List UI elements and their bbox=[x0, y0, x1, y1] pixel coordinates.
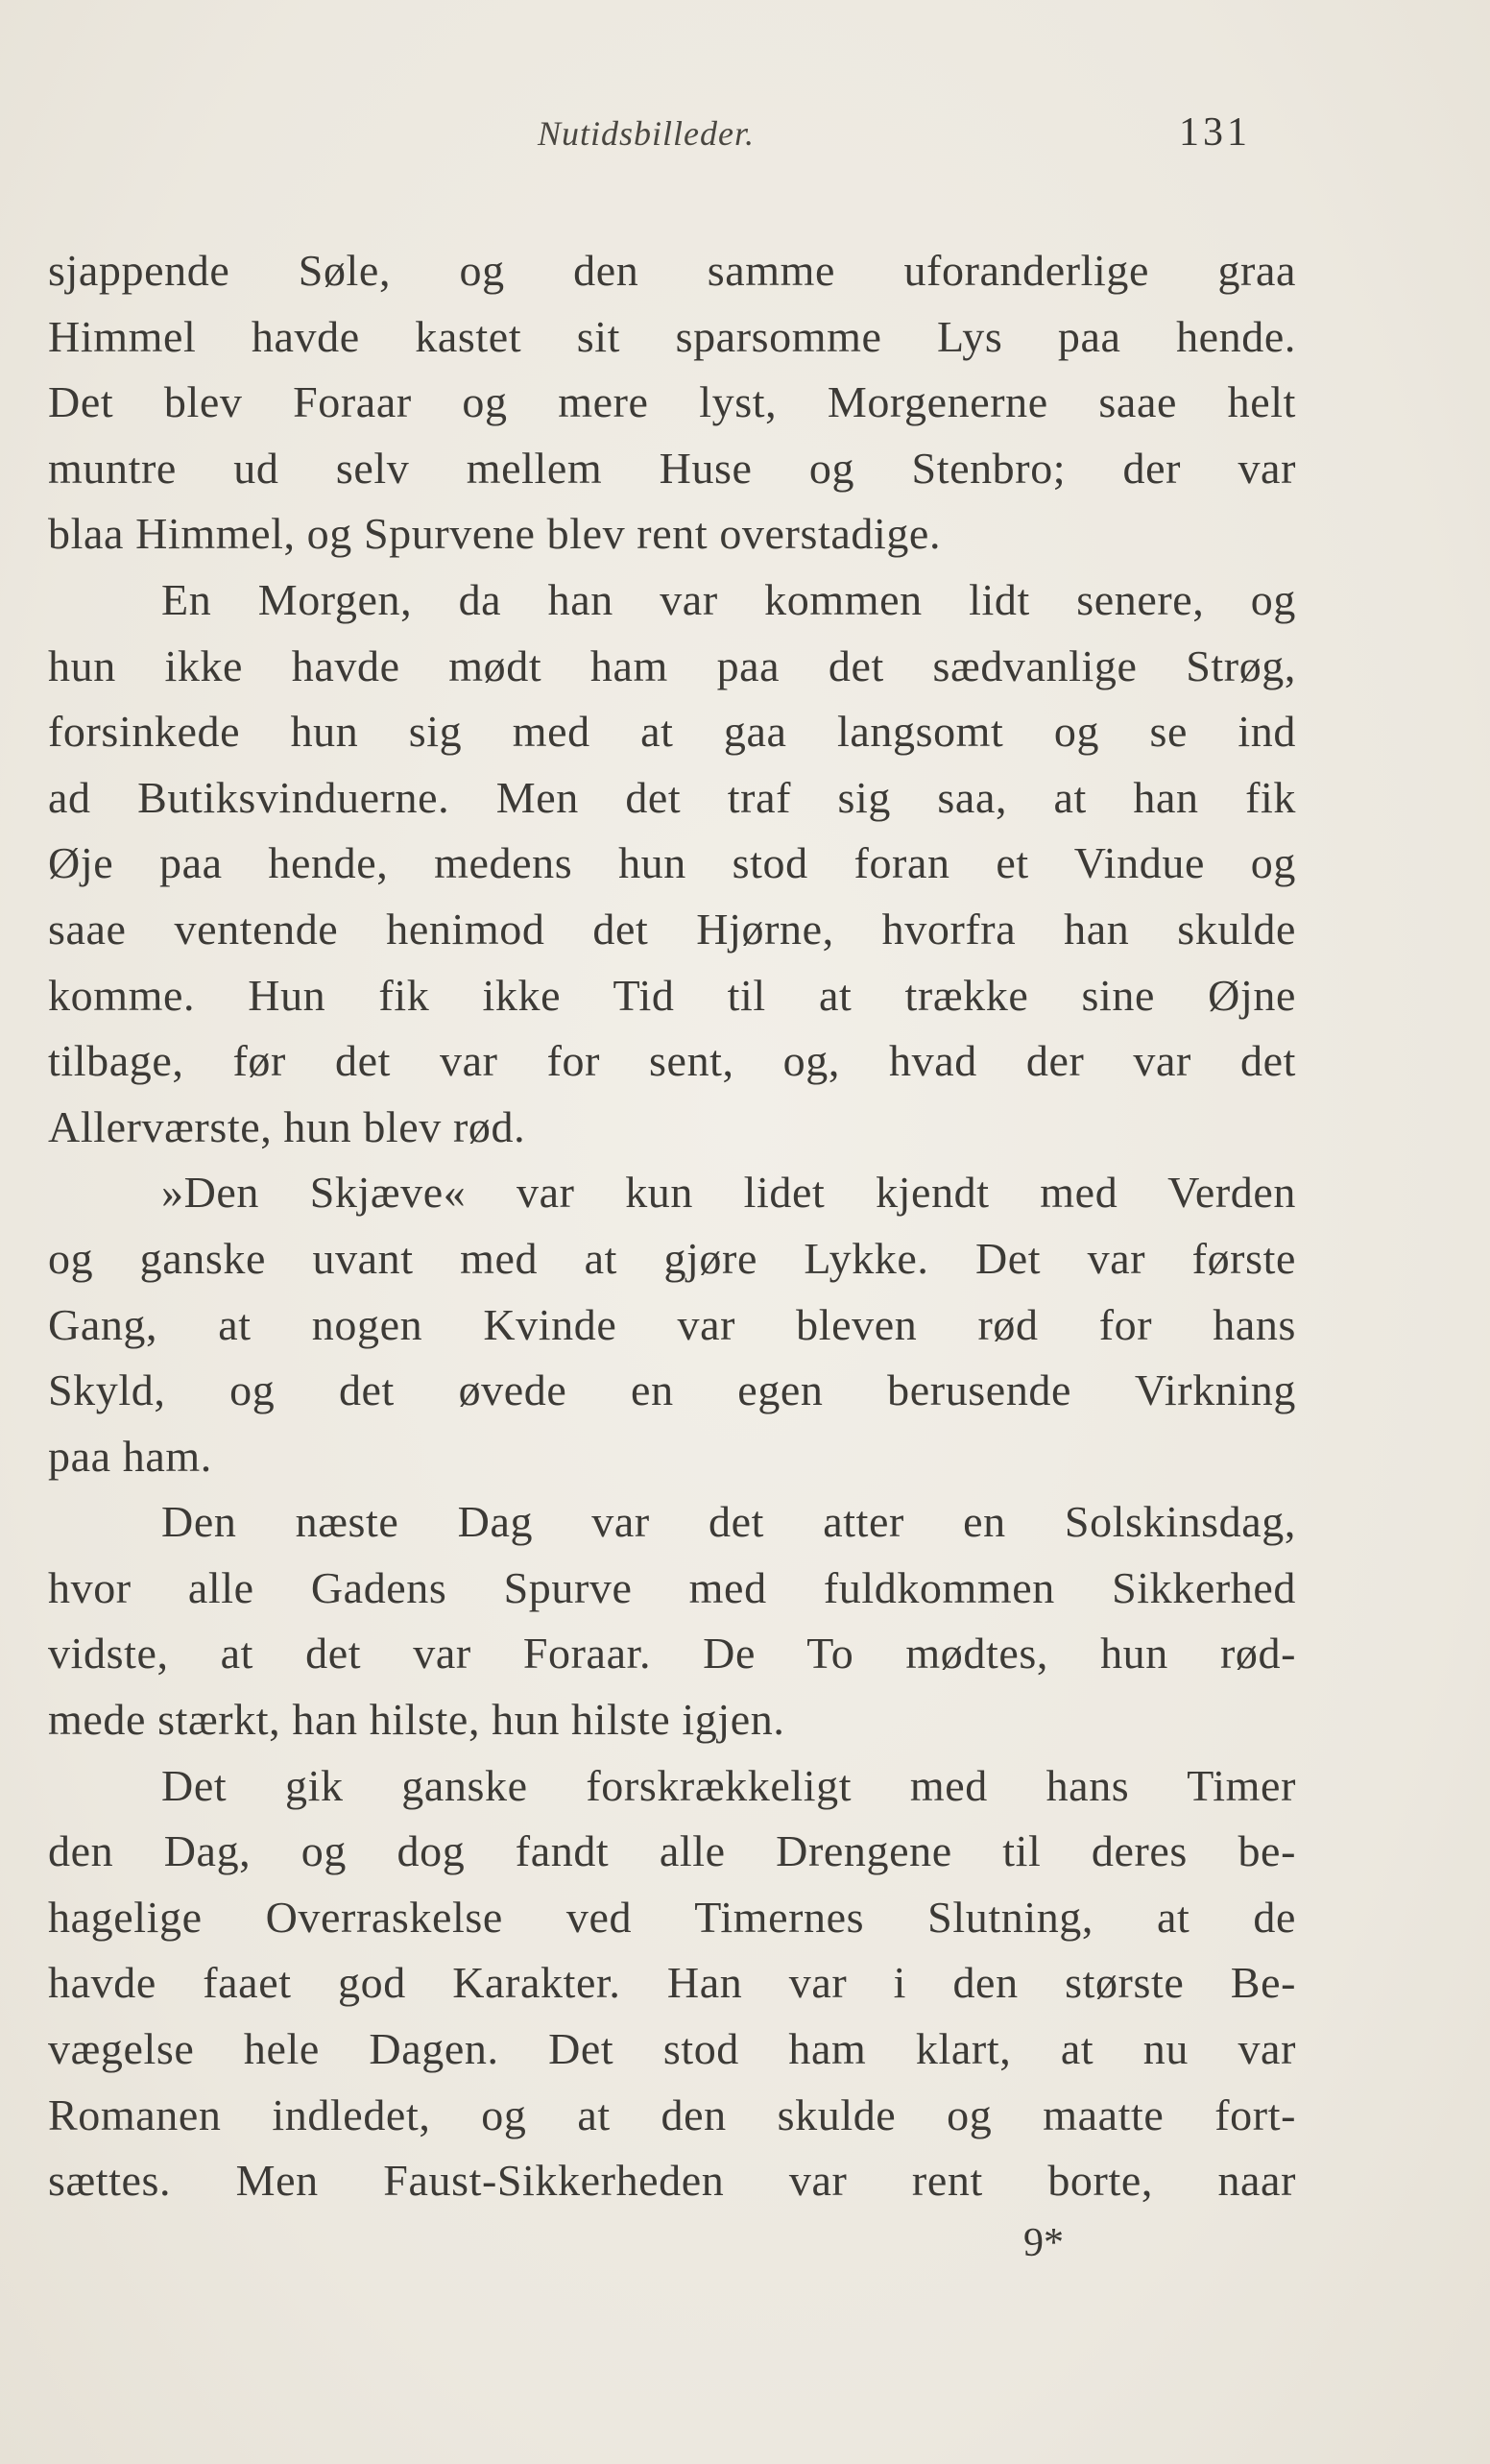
text-line: saae ventende henimod det Hjørne, hvorfra han skulde bbox=[48, 904, 1296, 954]
text-line: havde faaet god Karakter. Han var i den største Be- bbox=[48, 1958, 1296, 2008]
text-line: Romanen indledet, og at den skulde og maatte fort- bbox=[48, 2090, 1296, 2139]
text-line: Det blev Foraar og mere lyst, Morgenerne saae helt bbox=[48, 377, 1296, 427]
text-line: blaa Himmel, og Spurvene blev rent overstadige. bbox=[48, 509, 942, 559]
text-line: »Den Skjæve« var kun lidet kjendt med Verden bbox=[161, 1168, 1296, 1218]
text-line: Øje paa hende, medens hun stod foran et Vindue og bbox=[48, 838, 1296, 888]
text-line: Himmel havde kastet sit sparsomme Lys paa hende. bbox=[48, 311, 1296, 361]
text-line: hvor alle Gadens Spurve med fuldkommen Sikkerhed bbox=[48, 1562, 1296, 1612]
text-line: muntre ud selv mellem Huse og Stenbro; der var bbox=[48, 443, 1296, 493]
text-line: vidste, at det var Foraar. De To mødtes, hun rød- bbox=[48, 1629, 1296, 1679]
text-line: den Dag, og dog fandt alle Drengene til deres be- bbox=[48, 1826, 1296, 1876]
text-line: Den næste Dag var det atter en Solskinsdag, bbox=[161, 1497, 1296, 1547]
text-line: Gang, at nogen Kvinde var bleven rød for hans bbox=[48, 1299, 1296, 1349]
body-text bbox=[48, 238, 1296, 2214]
page-number: 131 bbox=[1179, 110, 1251, 155]
text-line: mede stærkt, han hilste, hun hilste igjen. bbox=[48, 1695, 785, 1745]
text-line: Allerværste, hun blev rød. bbox=[48, 1101, 526, 1151]
text-line: tilbage, før det var for sent, og, hvad der var det bbox=[48, 1036, 1296, 1086]
running-title: Nutidsbilleder. bbox=[538, 114, 756, 153]
text-line: En Morgen, da han var kommen lidt senere, og bbox=[161, 574, 1296, 624]
text-line: ad Butiksvinduerne. Men det traf sig saa, at han fik bbox=[48, 772, 1296, 822]
text-line: Skyld, og det øvede en egen berusende Virkning bbox=[48, 1365, 1296, 1415]
signature-mark: 9* bbox=[1023, 2221, 1064, 2265]
text-line: sjappende Søle, og den samme uforanderlige graa bbox=[48, 246, 1296, 295]
text-line: Det gik ganske forskrækkeligt med hans Timer bbox=[161, 1760, 1296, 1810]
text-line: hun ikke havde mødt ham paa det sædvanlige Strøg, bbox=[48, 640, 1296, 690]
text-line: komme. Hun fik ikke Tid til at trække sine Øjne bbox=[48, 970, 1296, 1020]
text-line: hagelige Overraskelse ved Timernes Slutning, at de bbox=[48, 1892, 1296, 1942]
text-line: og ganske uvant med at gjøre Lykke. Det var første bbox=[48, 1233, 1296, 1283]
text-line: paa ham. bbox=[48, 1431, 212, 1481]
running-head bbox=[0, 110, 1490, 171]
text-line: vægelse hele Dagen. Det stod ham klart, at nu var bbox=[48, 2024, 1296, 2074]
text-line: forsinkede hun sig med at gaa langsomt og se ind bbox=[48, 707, 1296, 757]
text-line: sættes. Men Faust-Sikkerheden var rent borte, naar bbox=[48, 2156, 1296, 2206]
